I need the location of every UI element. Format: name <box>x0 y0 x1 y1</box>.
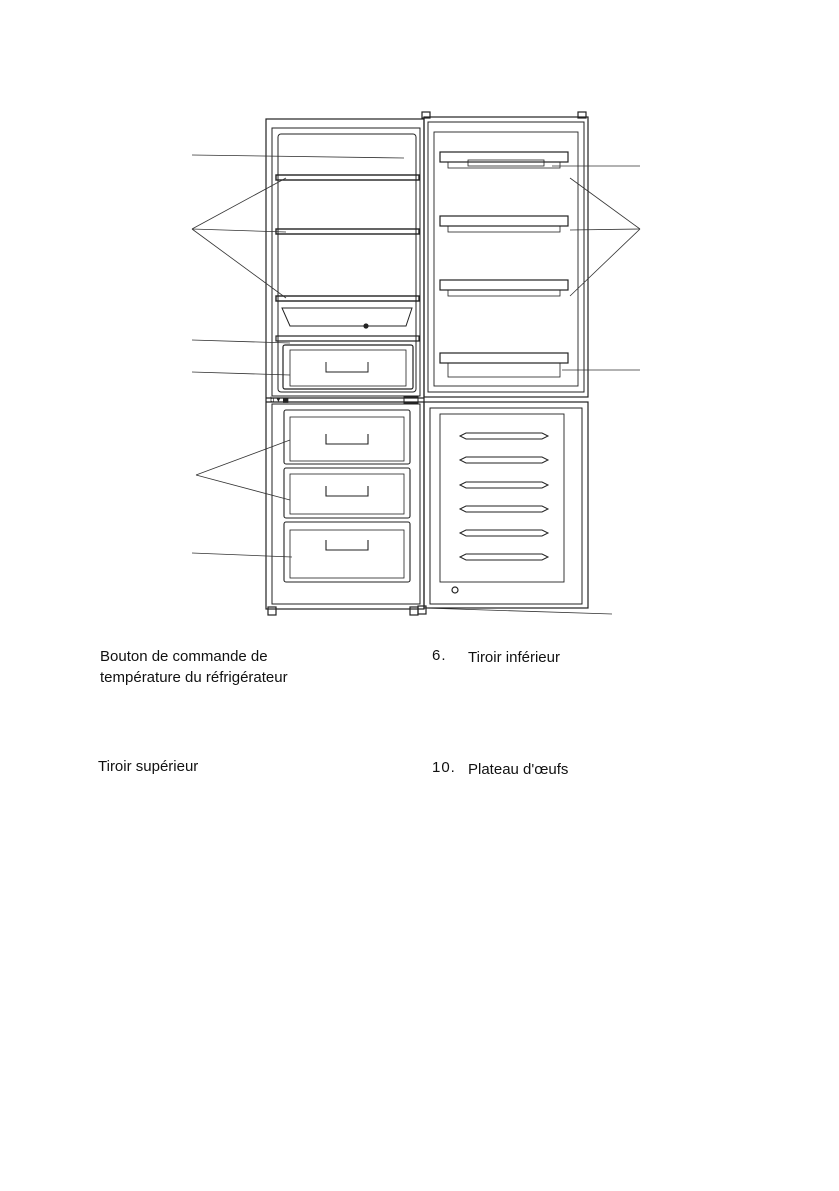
legend-fridge-control <box>100 646 288 688</box>
fridge-door <box>424 117 588 397</box>
crisper-drawer <box>283 345 413 389</box>
legend-upper-drawer: Tiroir supérieur <box>98 758 199 775</box>
svg-text:b ▾ ■: b ▾ ■ <box>270 396 290 404</box>
door-balconies <box>440 152 568 377</box>
cabinet-shelves <box>276 175 419 301</box>
legend-fridge-control-line1: Bouton de commande de <box>100 648 268 665</box>
freezer-door-ribs <box>460 433 548 560</box>
legend-6-label: Tiroir inférieur <box>468 649 560 666</box>
legend-10-number: 10. <box>432 759 456 776</box>
legend-6-number: 6. <box>432 647 447 664</box>
legend-10-label: Plateau d'œufs <box>468 761 569 778</box>
egg-tray <box>468 160 544 166</box>
legend-fridge-control-line2: température du réfrigérateur <box>100 669 288 686</box>
crisper-cover <box>282 308 412 326</box>
freezer-drawers <box>284 410 410 582</box>
